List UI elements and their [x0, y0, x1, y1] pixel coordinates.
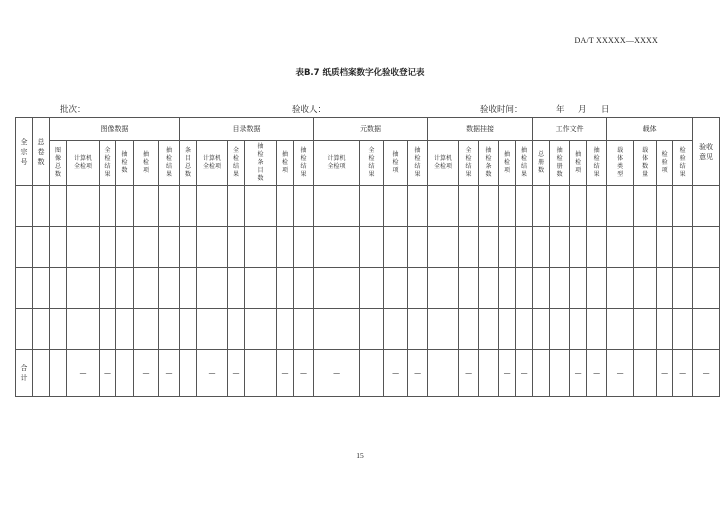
table-cell[interactable] [459, 186, 479, 227]
table-cell [479, 350, 499, 397]
table-cell[interactable] [116, 309, 134, 350]
sub-header: 载体数量 [634, 141, 657, 186]
table-cell[interactable] [587, 186, 607, 227]
dash-cell: — [100, 350, 116, 397]
table-cell[interactable] [180, 227, 197, 268]
table-cell[interactable] [550, 309, 570, 350]
table-cell[interactable] [550, 186, 570, 227]
table-cell [634, 350, 657, 397]
table-cell[interactable] [16, 268, 33, 309]
table-cell[interactable] [314, 309, 360, 350]
sub-header: 抽检条目数 [245, 141, 277, 186]
time-label: 验收时间： [480, 105, 523, 115]
table-cell[interactable] [197, 227, 228, 268]
table-cell[interactable] [570, 186, 587, 227]
table-cell[interactable] [294, 186, 314, 227]
table-cell[interactable] [428, 227, 459, 268]
table-cell[interactable] [479, 186, 499, 227]
table-cell[interactable] [499, 186, 516, 227]
table-cell[interactable] [587, 268, 607, 309]
table-cell[interactable] [428, 186, 459, 227]
group-header: 工作文件 [533, 118, 607, 141]
sub-header: 抽检项 [277, 141, 294, 186]
table-row [16, 186, 720, 227]
table-cell[interactable] [67, 227, 100, 268]
sub-header: 全检结果 [360, 141, 384, 186]
table-cell[interactable] [33, 309, 50, 350]
table-cell[interactable] [159, 268, 180, 309]
table-cell[interactable] [134, 227, 159, 268]
year-label: 年 [556, 105, 565, 115]
table-cell[interactable] [180, 268, 197, 309]
document-code: DA/T XXXXX—XXXX [574, 36, 658, 45]
table-cell[interactable] [459, 227, 479, 268]
table-cell[interactable] [550, 227, 570, 268]
sub-header: 抽检条数 [479, 141, 499, 186]
table-cell[interactable] [459, 268, 479, 309]
table-cell[interactable] [533, 268, 550, 309]
table-cell[interactable] [607, 268, 634, 309]
table-cell [533, 350, 550, 397]
table-cell[interactable] [33, 227, 50, 268]
table-cell[interactable] [277, 268, 294, 309]
dash-cell: — [587, 350, 607, 397]
table-cell[interactable] [50, 186, 67, 227]
acceptance-register-table [15, 117, 720, 397]
table-cell[interactable] [479, 268, 499, 309]
table-cell[interactable] [50, 309, 67, 350]
table-cell[interactable] [479, 227, 499, 268]
table-cell[interactable] [657, 268, 673, 309]
dash-cell: — [693, 350, 720, 397]
table-cell[interactable] [67, 186, 100, 227]
table-cell[interactable] [587, 309, 607, 350]
sub-header: 抽检项 [384, 141, 408, 186]
table-cell[interactable] [314, 227, 360, 268]
table-cell [550, 350, 570, 397]
table-cell [428, 350, 459, 397]
table-cell[interactable] [245, 268, 277, 309]
table-cell[interactable] [180, 309, 197, 350]
table-cell[interactable] [33, 186, 50, 227]
table-cell[interactable] [16, 186, 33, 227]
total-label: 合计 [16, 350, 33, 397]
sub-header: 全检结果 [228, 141, 245, 186]
table-cell[interactable] [408, 186, 428, 227]
table-cell[interactable] [228, 309, 245, 350]
col-verdict: 验收意见 [693, 118, 720, 186]
table-cell[interactable] [634, 268, 657, 309]
sub-header: 计算机全检项 [314, 141, 360, 186]
table-cell[interactable] [533, 309, 550, 350]
group-header: 元数据 [314, 118, 428, 141]
sub-header: 条目总数 [180, 141, 197, 186]
page-number: 15 [356, 451, 364, 460]
sub-header: 抽检册数 [550, 141, 570, 186]
dash-cell: — [277, 350, 294, 397]
table-cell[interactable] [100, 227, 116, 268]
table-cell[interactable] [134, 309, 159, 350]
dash-cell: — [607, 350, 634, 397]
table-row [16, 268, 720, 309]
table-cell[interactable] [314, 186, 360, 227]
table-cell[interactable] [428, 309, 459, 350]
table-cell[interactable] [570, 309, 587, 350]
table-cell[interactable] [550, 268, 570, 309]
dash-cell: — [228, 350, 245, 397]
table-cell [50, 350, 67, 397]
table-cell[interactable] [408, 309, 428, 350]
table-cell[interactable] [657, 309, 673, 350]
table-cell[interactable] [159, 227, 180, 268]
table-cell[interactable] [673, 268, 693, 309]
table-cell [116, 350, 134, 397]
table-cell[interactable] [360, 227, 384, 268]
dash-cell: — [197, 350, 228, 397]
table-cell[interactable] [277, 309, 294, 350]
table-cell[interactable] [384, 186, 408, 227]
table-cell[interactable] [693, 186, 720, 227]
sub-header: 图像总数 [50, 141, 67, 186]
table-cell[interactable] [100, 268, 116, 309]
table-cell[interactable] [408, 268, 428, 309]
sub-header: 抽检结果 [159, 141, 180, 186]
table-cell[interactable] [516, 268, 533, 309]
table-title: 表B.7 纸质档案数字化验收登记表 [295, 68, 425, 78]
table-cell[interactable] [100, 186, 116, 227]
table-cell[interactable] [159, 309, 180, 350]
sub-header: 载体类型 [607, 141, 634, 186]
table-cell[interactable] [570, 268, 587, 309]
table-cell[interactable] [277, 186, 294, 227]
table-cell [360, 350, 384, 397]
table-cell[interactable] [693, 227, 720, 268]
table-cell[interactable] [16, 309, 33, 350]
table-cell[interactable] [673, 309, 693, 350]
sub-header: 全检结果 [100, 141, 116, 186]
table-cell[interactable] [516, 309, 533, 350]
col-quanzong: 全宗号 [16, 118, 33, 186]
table-cell[interactable] [516, 227, 533, 268]
table-cell[interactable] [673, 186, 693, 227]
table-cell[interactable] [408, 227, 428, 268]
table-cell[interactable] [360, 268, 384, 309]
table-cell[interactable] [533, 186, 550, 227]
dash-cell: — [134, 350, 159, 397]
table-cell[interactable] [197, 186, 228, 227]
table-cell[interactable] [570, 227, 587, 268]
table-cell[interactable] [459, 309, 479, 350]
sub-header: 检验结果 [673, 141, 693, 186]
table-cell[interactable] [693, 309, 720, 350]
table-cell[interactable] [607, 227, 634, 268]
table-cell[interactable] [294, 309, 314, 350]
table-cell[interactable] [314, 268, 360, 309]
sub-header: 计算机全检项 [67, 141, 100, 186]
table-cell[interactable] [50, 268, 67, 309]
table-cell[interactable] [228, 268, 245, 309]
table-cell[interactable] [634, 309, 657, 350]
group-header: 数据挂接 [428, 118, 533, 141]
table-cell[interactable] [116, 227, 134, 268]
table-cell[interactable] [134, 268, 159, 309]
table-cell[interactable] [50, 227, 67, 268]
dash-cell: — [384, 350, 408, 397]
table-cell[interactable] [516, 186, 533, 227]
table-cell[interactable] [277, 227, 294, 268]
group-header: 目录数据 [180, 118, 314, 141]
table-row [16, 309, 720, 350]
table-cell [245, 350, 277, 397]
dash-cell: — [294, 350, 314, 397]
dash-cell: — [314, 350, 360, 397]
table-cell[interactable] [693, 268, 720, 309]
table-cell[interactable] [116, 186, 134, 227]
table-cell[interactable] [360, 186, 384, 227]
table-cell[interactable] [197, 309, 228, 350]
table-cell[interactable] [479, 309, 499, 350]
group-header: 图像数据 [50, 118, 180, 141]
sub-header: 计算机全检项 [428, 141, 459, 186]
batch-label: 批次： [60, 105, 86, 115]
day-label: 日 [601, 105, 610, 115]
table-cell[interactable] [228, 186, 245, 227]
sub-header: 抽检项 [570, 141, 587, 186]
table-cell[interactable] [67, 309, 100, 350]
sub-header: 计算机全检项 [197, 141, 228, 186]
sub-header: 抽检结果 [408, 141, 428, 186]
dash-cell: — [459, 350, 479, 397]
table-cell [33, 350, 50, 397]
table-cell[interactable] [134, 186, 159, 227]
table-cell[interactable] [384, 227, 408, 268]
table-cell[interactable] [657, 227, 673, 268]
table-cell[interactable] [116, 268, 134, 309]
sub-header: 抽检结果 [516, 141, 533, 186]
month-label: 月 [578, 105, 587, 115]
table-row [16, 227, 720, 268]
table-cell[interactable] [159, 186, 180, 227]
table-cell[interactable] [384, 268, 408, 309]
table-cell[interactable] [499, 268, 516, 309]
table-cell[interactable] [428, 268, 459, 309]
dash-cell: — [657, 350, 673, 397]
table-cell[interactable] [245, 309, 277, 350]
table-cell[interactable] [245, 186, 277, 227]
inspector-label: 验收人： [292, 105, 327, 115]
table-cell[interactable] [245, 227, 277, 268]
table-cell[interactable] [33, 268, 50, 309]
table-cell[interactable] [607, 186, 634, 227]
table-cell[interactable] [587, 227, 607, 268]
table-cell[interactable] [607, 309, 634, 350]
sub-header: 抽检结果 [294, 141, 314, 186]
total-row [16, 350, 720, 397]
dash-cell: — [673, 350, 693, 397]
sub-header: 抽检结果 [587, 141, 607, 186]
table-cell[interactable] [360, 309, 384, 350]
dash-cell: — [159, 350, 180, 397]
table-cell [180, 350, 197, 397]
table-cell[interactable] [180, 186, 197, 227]
dash-cell: — [516, 350, 533, 397]
dash-cell: — [408, 350, 428, 397]
table-cell[interactable] [657, 186, 673, 227]
group-header: 载体 [607, 118, 693, 141]
table-cell[interactable] [294, 268, 314, 309]
col-zongjuan: 总卷数 [33, 118, 50, 186]
dash-cell: — [67, 350, 100, 397]
dash-cell: — [570, 350, 587, 397]
table-cell[interactable] [100, 309, 116, 350]
sub-header: 抽检数 [116, 141, 134, 186]
table-cell[interactable] [294, 227, 314, 268]
table-cell[interactable] [67, 268, 100, 309]
sub-header: 抽检项 [499, 141, 516, 186]
sub-header: 抽检项 [134, 141, 159, 186]
table-cell[interactable] [197, 268, 228, 309]
sub-header: 检验项 [657, 141, 673, 186]
table-cell[interactable] [634, 186, 657, 227]
table-cell[interactable] [634, 227, 657, 268]
table-cell[interactable] [499, 227, 516, 268]
table-cell[interactable] [673, 227, 693, 268]
sub-header: 总册数 [533, 141, 550, 186]
table-cell[interactable] [499, 309, 516, 350]
dash-cell: — [499, 350, 516, 397]
sub-header: 全检结果 [459, 141, 479, 186]
table-cell[interactable] [16, 227, 33, 268]
table-cell[interactable] [533, 227, 550, 268]
table-cell[interactable] [384, 309, 408, 350]
table-cell[interactable] [228, 227, 245, 268]
